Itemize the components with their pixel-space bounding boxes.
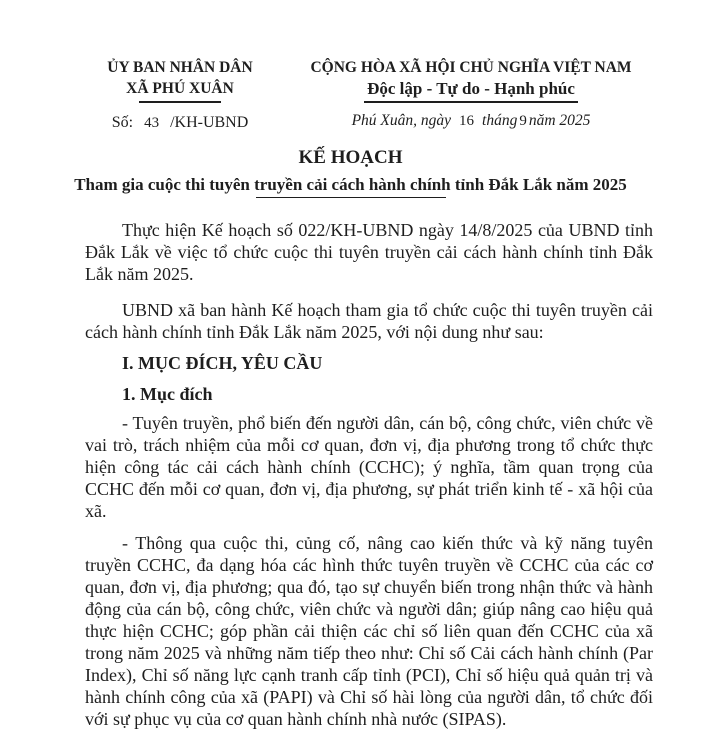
place-date-line bbox=[295, 112, 647, 130]
motto-underline bbox=[364, 101, 578, 103]
document-header bbox=[0, 0, 701, 132]
issuing-authority-line2: XÃ PHÚ XUÂN bbox=[126, 80, 234, 97]
national-motto-line: Độc lập - Tự do - Hạnh phúc bbox=[367, 79, 575, 98]
title-block bbox=[0, 146, 701, 198]
date-month-word: tháng bbox=[482, 112, 518, 129]
date-place-prefix: Phú Xuân, ngày bbox=[351, 112, 452, 129]
date-day: 16 bbox=[459, 113, 475, 129]
document-type-title: KẾ HOẠCH bbox=[298, 147, 403, 168]
national-name-line: CỘNG HÒA XÃ HỘI CHỦ NGHĨA VIỆT NAM bbox=[310, 59, 632, 76]
document-number-value: 43 bbox=[144, 115, 160, 131]
document-number-suffix: /KH-UBND bbox=[170, 114, 249, 131]
paragraph-basis: Thực hiện Kế hoạch số 022/KH-UBND ngày 14/8/2025 của UBND tỉnh Đắk Lắk về việc tổ chức cuộc thi tuyên truyền cải cách hành chính tỉnh Đắk Lắk năm 2025. bbox=[85, 220, 653, 284]
document-subject-title: Tham gia cuộc thi tuyên truyền cải cách hành chính tỉnh Đắk Lắk năm 2025 bbox=[74, 175, 627, 194]
section-heading-purpose-requirements: I. MỤC ĐÍCH, YÊU CẦU bbox=[122, 353, 323, 373]
issuing-authority-block bbox=[75, 57, 285, 132]
authority-underline bbox=[139, 101, 221, 103]
document-body bbox=[85, 219, 653, 730]
paragraph-issuance: UBND xã ban hành Kế hoạch tham gia tổ chức cuộc thi tuyên truyền cải cách hành chính tỉnh Đắk Lắk năm 2025, với nội dung như sau: bbox=[85, 300, 653, 342]
date-year-part: năm 2025 bbox=[528, 112, 591, 129]
date-month: 9 bbox=[519, 113, 527, 129]
subsection-heading-purpose: 1. Mục đích bbox=[122, 384, 213, 404]
document-number-line bbox=[75, 114, 285, 132]
issuing-authority-line1: ỦY BAN NHÂN DÂN bbox=[107, 59, 253, 76]
paragraph-purpose-item-1: - Tuyên truyền, phổ biến đến người dân, cán bộ, công chức, viên chức về vai trò, trách nhiệm của mỗi cơ quan, đơn vị, địa phương trong tổ chức thực hiện công tác cải cách hành chính (CCHC); ý nghĩa, tầm quan trọng của CCHC đến mỗi cơ quan, đơn vị, địa phương, sự phát triển kinh tế - xã hội của xã. bbox=[85, 413, 653, 521]
paragraph-purpose-item-2: - Thông qua cuộc thi, củng cố, nâng cao kiến thức và kỹ năng tuyên truyền CCHC, đa dạng hóa các hình thức tuyên truyền về CCHC của các cơ quan, đơn vị, địa phương; qua đó, tạo sự chuyển biến trong nhận thức và hành động của cán bộ, công chức, viên chức và người dân; giúp nâng cao hiệu quả thực hiện CCHC; góp phần cải thiện các chỉ số liên quan đến CCHC của xã trong năm 2025 và những năm tiếp theo như: Chỉ số Cải cách hành chính (Par Index), Chỉ số năng lực cạnh tranh cấp tỉnh (PCI), Chỉ số hiệu quả quản trị và hành chính công của xã (PAPI) và Chỉ số hài lòng của người dân, tổ chức đối với sự phục vụ của cơ quan hành chính nhà nước (SIPAS). bbox=[85, 533, 653, 729]
title-underline bbox=[256, 197, 446, 198]
document-number-label: Số: bbox=[111, 114, 134, 131]
national-motto-block bbox=[295, 57, 647, 132]
